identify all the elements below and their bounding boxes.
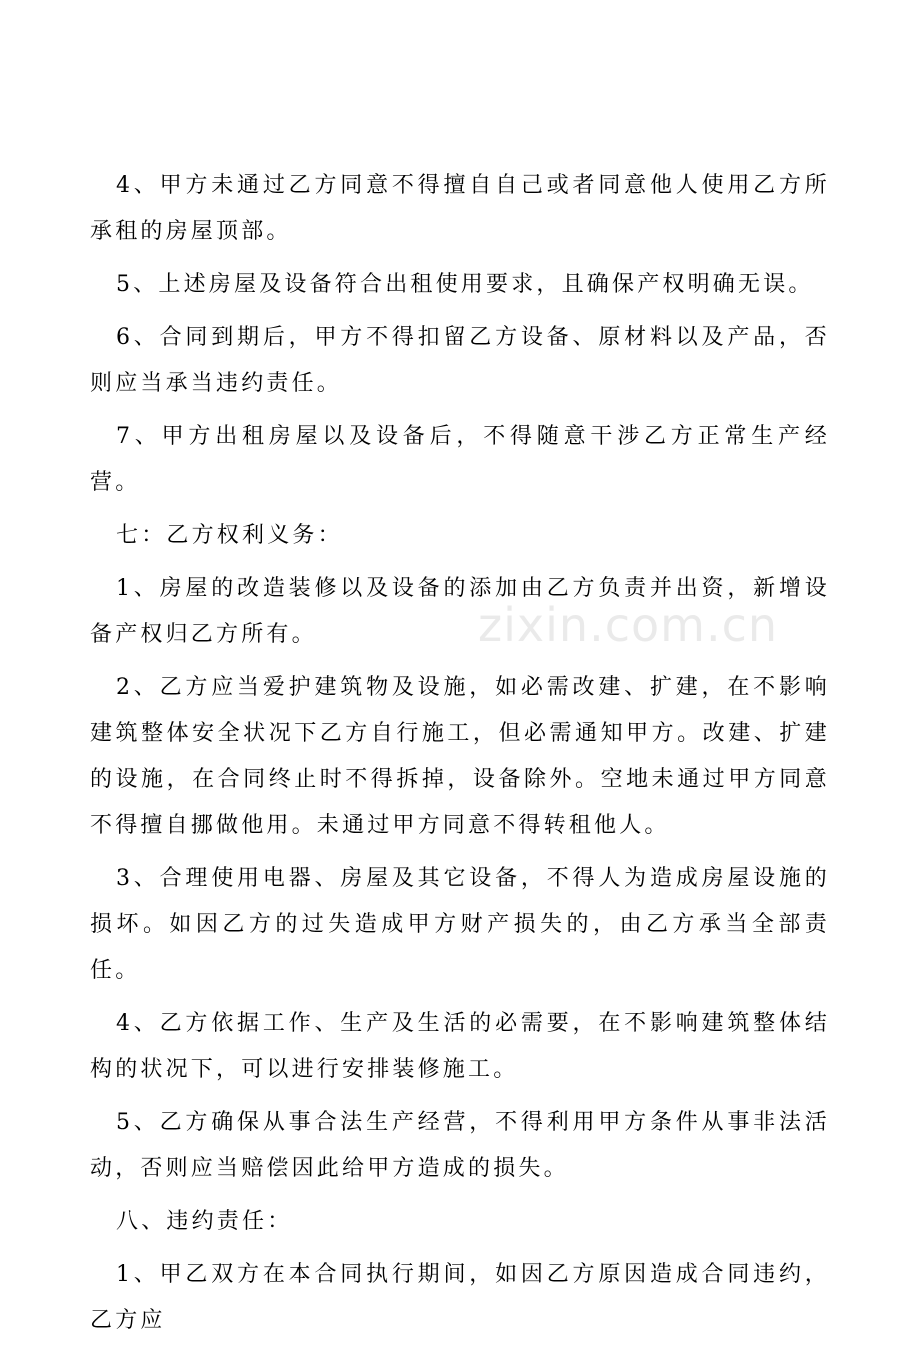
- document-body: [90, 163, 830, 1351]
- paragraph-b5: 5、乙方确保从事合法生产经营，不得利用甲方条件从事非法活动，否则应当赔偿因此给甲方造成的损失。: [90, 1110, 830, 1181]
- section-heading-8: 八、违约责任：: [116, 1209, 293, 1234]
- paragraph-b4: 4、乙方依据工作、生产及生活的必需要，在不影响建筑整体结构的状况下，可以进行安排装修施工。: [90, 1011, 830, 1082]
- paragraph-b3: 3、合理使用电器、房屋及其它设备，不得人为造成房屋设施的损坏。如因乙方的过失造成甲方财产损失的，由乙方承当全部责任。: [90, 866, 830, 983]
- paragraph-c1: 1、甲乙双方在本合同执行期间，如因乙方原因造成合同违约，乙方应: [90, 1262, 830, 1333]
- paragraph-b2: 2、乙方应当爱护建筑物及设施，如必需改建、扩建，在不影响建筑整体安全状况下乙方自行施工，但必需通知甲方。改建、扩建的设施，在合同终止时不得拆掉，设备除外。空地未通过甲方同意不得擅自挪做他用。未通过甲方同意不得转租他人。: [90, 675, 830, 838]
- section-heading-7: 七：乙方权利义务：: [116, 523, 343, 548]
- paragraph-a7: 7、甲方出租房屋以及设备后，不得随意干涉乙方正常生产经营。: [90, 424, 830, 495]
- paragraph-a4: 4、甲方未通过乙方同意不得擅自自己或者同意他人使用乙方所承租的房屋顶部。: [90, 173, 830, 244]
- watermark-text: zixin.com.cn: [478, 598, 779, 652]
- paragraph-a5: 5、上述房屋及设备符合出租使用要求，且确保产权明确无误。: [116, 272, 814, 297]
- paragraph-b1: 1、房屋的改造装修以及设备的添加由乙方负责并出资，新增设备产权归乙方所有。: [90, 576, 830, 647]
- paragraph-a6: 6、合同到期后，甲方不得扣留乙方设备、原材料以及产品，否则应当承当违约责任。: [90, 325, 830, 396]
